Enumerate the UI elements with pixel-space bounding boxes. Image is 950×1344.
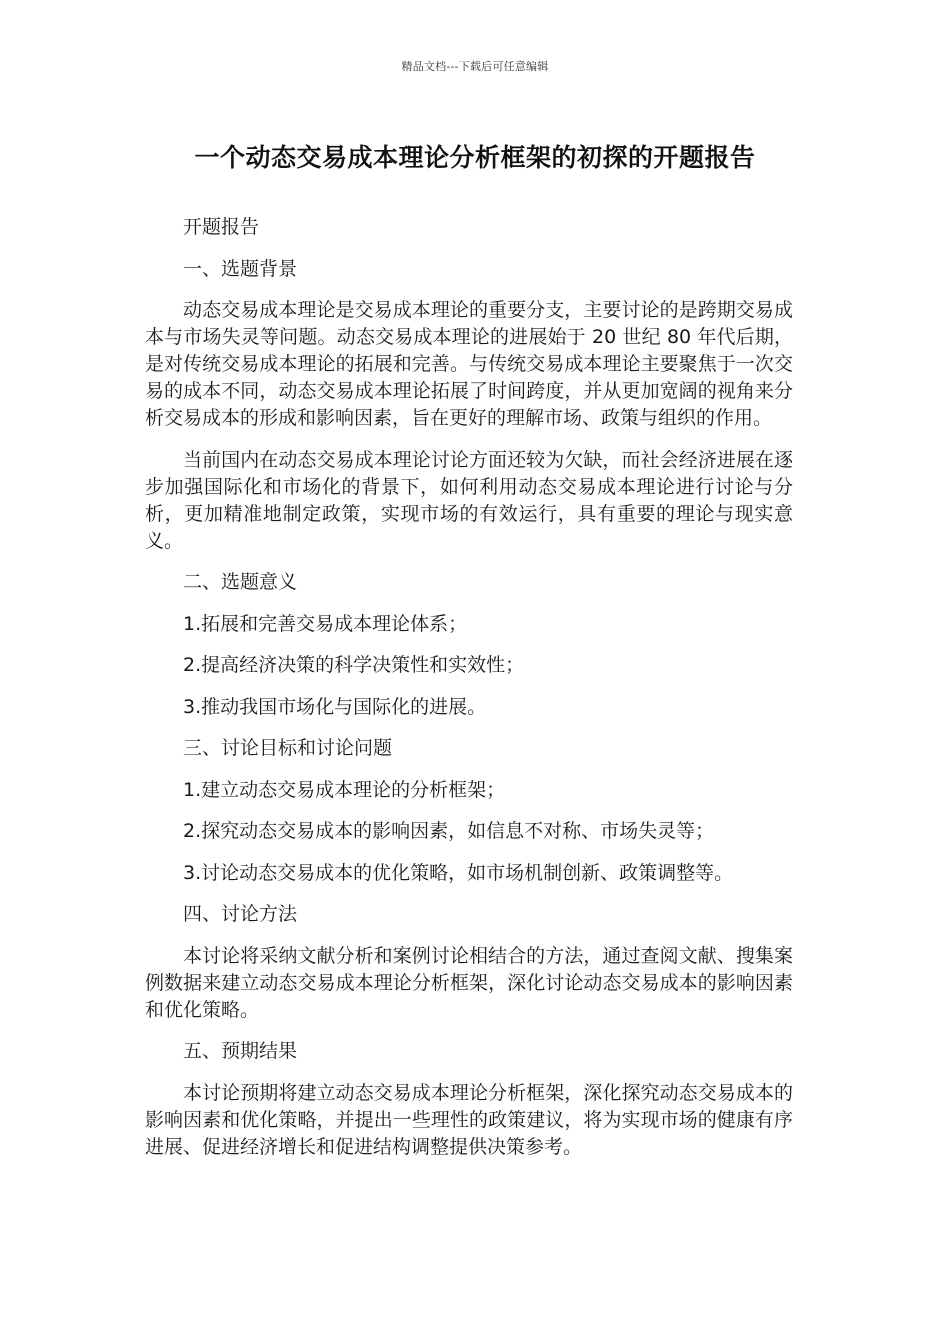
section-heading-expected-results: 五、预期结果 xyxy=(183,1040,298,1062)
significance-item-3: 3.推动我国市场化与国际化的进展。 xyxy=(183,695,487,718)
expected-results-paragraph: 本讨论预期将建立动态交易成本理论分析框架，深化探究动态交易成本的影响因素和优化策略，并提出一些理性的政策建议，将为实现市场的健康有序进展、促进经济增长和促进结构调整提供决策参考。 xyxy=(145,1081,793,1158)
report-label: 开题报告 xyxy=(183,216,260,238)
background-paragraph-1: 动态交易成本理论是交易成本理论的重要分支，主要讨论的是跨期交易成本与市场失灵等问题。动态交易成本理论的进展始于 20 世纪 80 年代后期，是对传统交易成本理论的拓展和完善。与传统交易成本理论主要聚焦于一次交易的成本不同，动态交易成本理论拓展了时间跨度，并从更加宽阔的视角来分析交易成本的形成和影响因素，旨在更好的理解市场、政策与组织的作用。 xyxy=(145,299,793,429)
document-title: 一个动态交易成本理论分析框架的初探的开题报告 xyxy=(194,143,756,172)
background-paragraph-2: 当前国内在动态交易成本理论讨论方面还较为欠缺，而社会经济进展在逐步加强国际化和市场化的背景下，如何利用动态交易成本理论进行讨论与分析，更加精准地制定政策，实现市场的有效运行，具有重要的理论与现实意义。 xyxy=(145,448,793,552)
methods-paragraph: 本讨论将采纳文献分析和案例讨论相结合的方法，通过查阅文献、搜集案例数据来建立动态交易成本理论分析框架，深化讨论动态交易成本的影响因素和优化策略。 xyxy=(145,944,793,1021)
section-heading-background: 一、选题背景 xyxy=(183,257,298,280)
significance-item-2: 2.提高经济决策的科学决策性和实效性； xyxy=(183,654,525,676)
page-header: 精品文档---下载后可任意编辑 xyxy=(401,60,549,73)
objective-item-1: 1.建立动态交易成本理论的分析框架； xyxy=(183,778,506,801)
significance-item-1: 1.拓展和完善交易成本理论体系； xyxy=(183,612,468,635)
objective-item-2: 2.探究动态交易成本的影响因素，如信息不对称、市场失灵等； xyxy=(183,820,715,842)
section-heading-methods: 四、讨论方法 xyxy=(183,903,298,925)
section-heading-objectives: 三、讨论目标和讨论问题 xyxy=(183,737,393,759)
section-heading-significance: 二、选题意义 xyxy=(183,571,298,593)
document-body xyxy=(145,214,793,1175)
objective-item-3: 3.讨论动态交易成本的优化策略，如市场机制创新、政策调整等。 xyxy=(183,861,734,884)
